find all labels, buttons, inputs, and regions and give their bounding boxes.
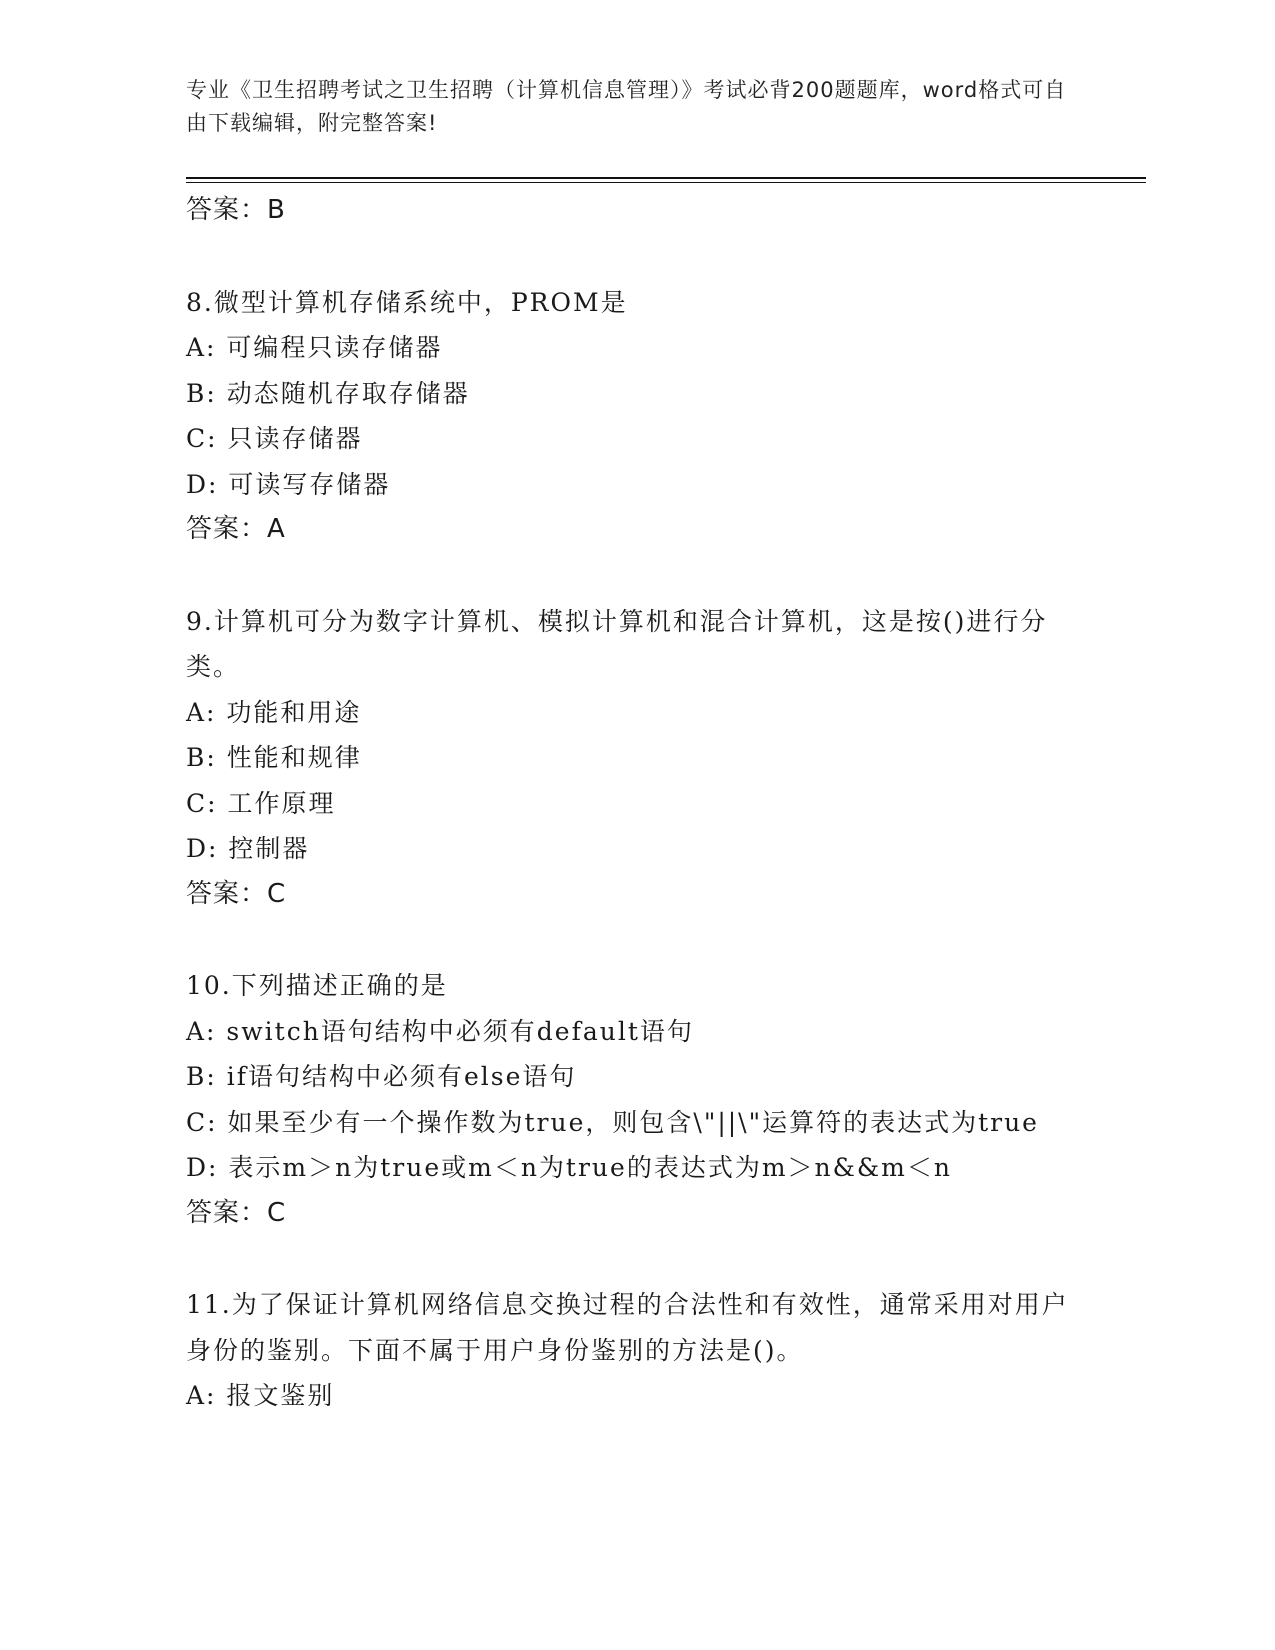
- option-a: A: 功能和用途: [186, 697, 362, 727]
- option-c: C: 只读存储器: [186, 424, 363, 453]
- option-d: D: 表示m＞n为true或m＜n为true的表达式为m＞n&&m＜n: [186, 1153, 952, 1182]
- option-d: D: 控制器: [186, 834, 310, 863]
- header-divider-thick: [186, 177, 1146, 179]
- option-b: B: 性能和规律: [186, 743, 362, 772]
- question-stem: 9.计算机可分为数字计算机、模拟计算机和混合计算机，这是按()进行分类。: [186, 606, 1048, 681]
- option-a: A: switch语句结构中必须有default语句: [186, 1016, 694, 1046]
- spacer: [186, 1236, 1076, 1282]
- previous-answer: 答案：B: [186, 195, 286, 225]
- question-list: [186, 188, 1076, 1419]
- spacer: [186, 553, 1076, 599]
- question-stem: 11.为了保证计算机网络信息交换过程的合法性和有效性，通常采用对用户身份的鉴别。下面不属于用户身份鉴别的方法是()。: [186, 1290, 1069, 1365]
- option-c: C: 如果至少有一个操作数为true，则包含\"||\"运算符的表达式为true: [186, 1107, 1039, 1137]
- option-b: B: if语句结构中必须有else语句: [186, 1062, 577, 1091]
- question-9: [186, 599, 1076, 918]
- question-11: [186, 1282, 1076, 1419]
- question-stem: 8.微型计算机存储系统中，PROM是: [186, 287, 628, 317]
- spacer: [186, 917, 1076, 963]
- option-a: A: 可编程只读存储器: [186, 333, 443, 362]
- header-divider-thin: [186, 182, 1146, 183]
- option-c: C: 工作原理: [186, 788, 336, 818]
- answer-line: 答案：C: [186, 1197, 287, 1228]
- option-b: B: 动态随机存取存储器: [186, 378, 470, 408]
- question-stem: 10.下列描述正确的是: [186, 971, 448, 1000]
- option-a: A: 报文鉴别: [186, 1381, 335, 1410]
- document-header: 专业《卫生招聘考试之卫生招聘（计算机信息管理）》考试必背200题题库，word格式可自由下载编辑，附完整答案!: [186, 78, 1067, 135]
- spacer: [186, 234, 1076, 280]
- option-d: D: 可读写存储器: [186, 469, 391, 499]
- question-10: [186, 963, 1076, 1236]
- answer-line: 答案：C: [186, 878, 287, 909]
- answer-line: 答案：A: [186, 514, 286, 544]
- question-8: [186, 280, 1076, 553]
